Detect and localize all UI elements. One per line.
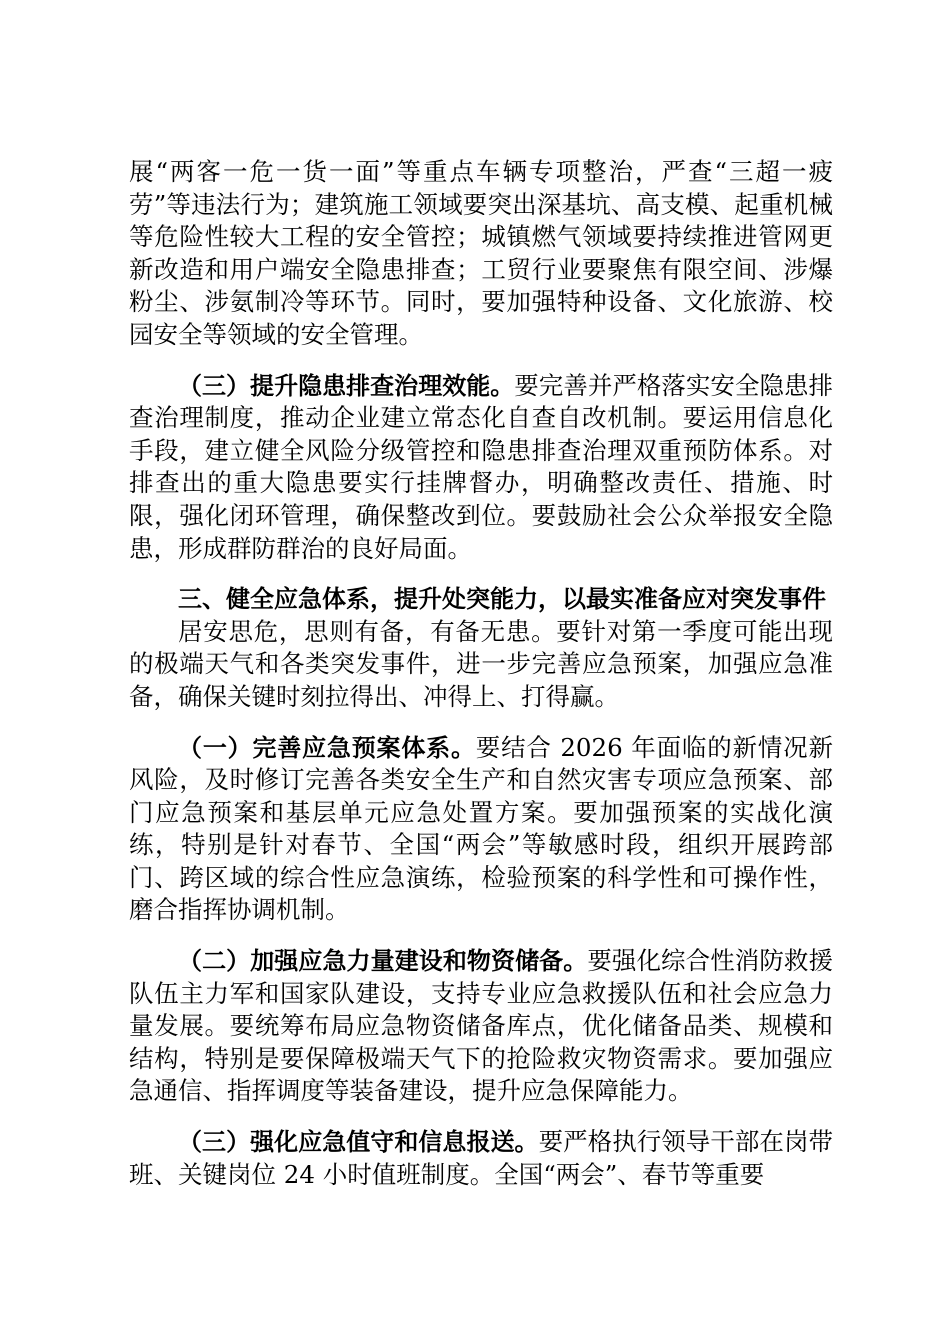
subsection-emergency-plans [129, 732, 833, 928]
subsection-emergency-duty [129, 1126, 833, 1191]
subsection-body: 要完善并严格落实安全隐患排查治理制度，推动企业建立常态化自查自改机制。要运用信息化手段，建立健全风险分级管控和隐患排查治理双重预防体系。对排查出的重大隐患要实行挂牌督办，明确整改责任、措施、时限，强化闭环管理，确保整改到位。要鼓励社会公众举报安全隐患，形成群防群治的良好局面。 [129, 370, 834, 563]
subsection-body: 要强化综合性消防救援队伍主力军和国家队建设，支持专业应急救援队伍和社会应急力量发展。要统筹布局应急物资储备库点，优化储备品类、规模和结构，特别是要保障极端天气下的抢险救灾物资需求。要加强应急通信、指挥调度等装备建设，提升应急保障能力。 [129, 946, 834, 1106]
document-page [129, 156, 833, 1191]
subsection-lead: （三）强化应急值守和信息报送。 [178, 1128, 539, 1157]
subsection-lead: （一）完善应急预案体系。 [178, 733, 476, 762]
section-heading: 三、健全应急体系，提升处突能力，以最实准备应对突发事件 [178, 585, 826, 614]
subsection-emergency-forces [129, 945, 833, 1108]
subsection-body: 要结合 2026 年面临的新情况新风险，及时修订完善各类安全生产和自然灾害专项应急预案、部门应急预案和基层单元应急处置方案。要加强预案的实战化演练，特别是针对春节、全国“两会”等敏感时段，组织开展跨部门、跨区域的综合性应急演练，检验预案的科学性和可操作性，磨合指挥协调机制。 [129, 732, 833, 925]
section-intro-paragraph: 居安思危，思则有备，有备无患。要针对第一季度可能出现的极端天气和各类突发事件，进一步完善应急预案，加强应急准备，确保关键时刻拉得出、冲得上、打得赢。 [129, 616, 833, 711]
subsection-lead: （二）加强应急力量建设和物资储备。 [178, 947, 588, 976]
subsection-lead: （三）提升隐患排查治理效能。 [178, 371, 515, 400]
continuation-paragraph: 展“两客一危一货一面”等重点车辆专项整治，严查“三超一疲劳”等违法行为；建筑施工领域要突出深基坑、高支模、起重机械等危险性较大工程的安全管控；城镇燃气领域要持续推进管网更新改造和用户端安全隐患排查；工贸行业要聚焦有限空间、涉爆粉尘、涉氨制冷等环节。同时，要加强特种设备、文化旅游、校园安全等领域的安全管理。 [129, 157, 833, 349]
subsection-hazard-governance [129, 370, 833, 566]
subsection-body: 要严格执行领导干部在岗带班、关键岗位 24 小时值班制度。全国“两会”、春节等重要 [129, 1127, 834, 1189]
